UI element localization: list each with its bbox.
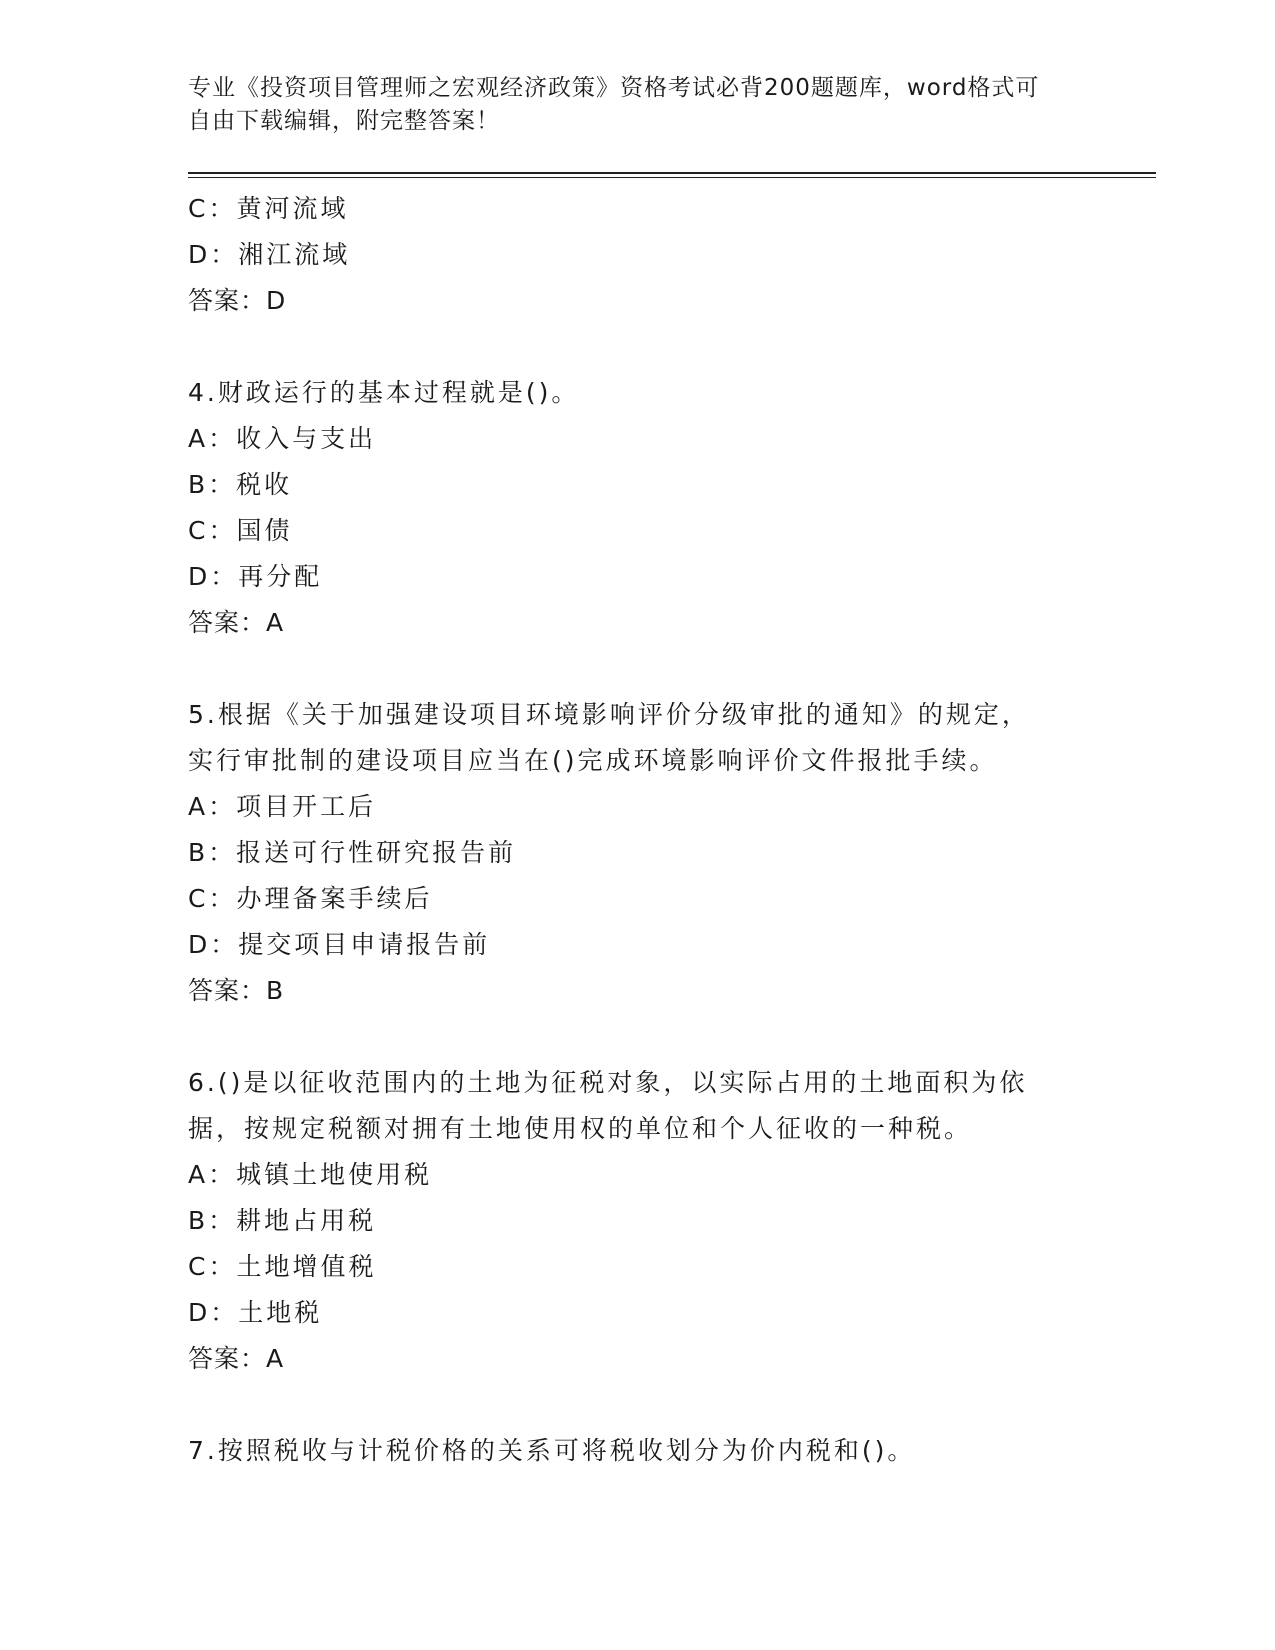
header-line-1: 专业《投资项目管理师之宏观经济政策》资格考试必背200题题库，word格式可 (188, 75, 1040, 101)
option-a: A：项目开工后 (188, 792, 377, 821)
question-stem-cont: 实行审批制的建设项目应当在()完成环境影响评价文件报批手续。 (188, 746, 998, 775)
question-4 (188, 370, 1156, 646)
option-d: D：再分配 (188, 562, 323, 591)
answer: 答案：D (188, 286, 287, 315)
option-c: C：黄河流域 (188, 194, 349, 223)
question-stem: 4.财政运行的基本过程就是()。 (188, 378, 580, 407)
question-6 (188, 1060, 1156, 1382)
answer: 答案：B (188, 976, 285, 1005)
question-5 (188, 692, 1156, 1014)
header-line-2: 自由下载编辑，附完整答案！ (188, 108, 500, 134)
document-header (188, 72, 1156, 138)
option-b: B：税收 (188, 470, 293, 499)
option-d: D：土地税 (188, 1298, 323, 1327)
option-c: C：国债 (188, 516, 293, 545)
answer: 答案：A (188, 608, 285, 637)
option-d: D：提交项目申请报告前 (188, 930, 491, 959)
option-a: A：收入与支出 (188, 424, 377, 453)
question-stem-cont: 据，按规定税额对拥有土地使用权的单位和个人征收的一种税。 (188, 1114, 973, 1143)
option-d: D：湘江流域 (188, 240, 351, 269)
document-page (188, 72, 1156, 1474)
option-c: C：土地增值税 (188, 1252, 377, 1281)
option-a: A：城镇土地使用税 (188, 1160, 433, 1189)
question-stem: 7.按照税收与计税价格的关系可将税收划分为价内税和()。 (188, 1436, 916, 1465)
question-7 (188, 1428, 1156, 1474)
option-b: B：报送可行性研究报告前 (188, 838, 517, 867)
question-3-tail (188, 186, 1156, 324)
question-stem: 6.()是以征收范围内的土地为征税对象，以实际占用的土地面积为依 (188, 1068, 1028, 1097)
option-c: C：办理备案手续后 (188, 884, 433, 913)
question-stem: 5.根据《关于加强建设项目环境影响评价分级审批的通知》的规定， (188, 700, 1030, 729)
header-divider (188, 172, 1156, 178)
option-b: B：耕地占用税 (188, 1206, 377, 1235)
question-list (188, 186, 1156, 1474)
answer: 答案：A (188, 1344, 285, 1373)
